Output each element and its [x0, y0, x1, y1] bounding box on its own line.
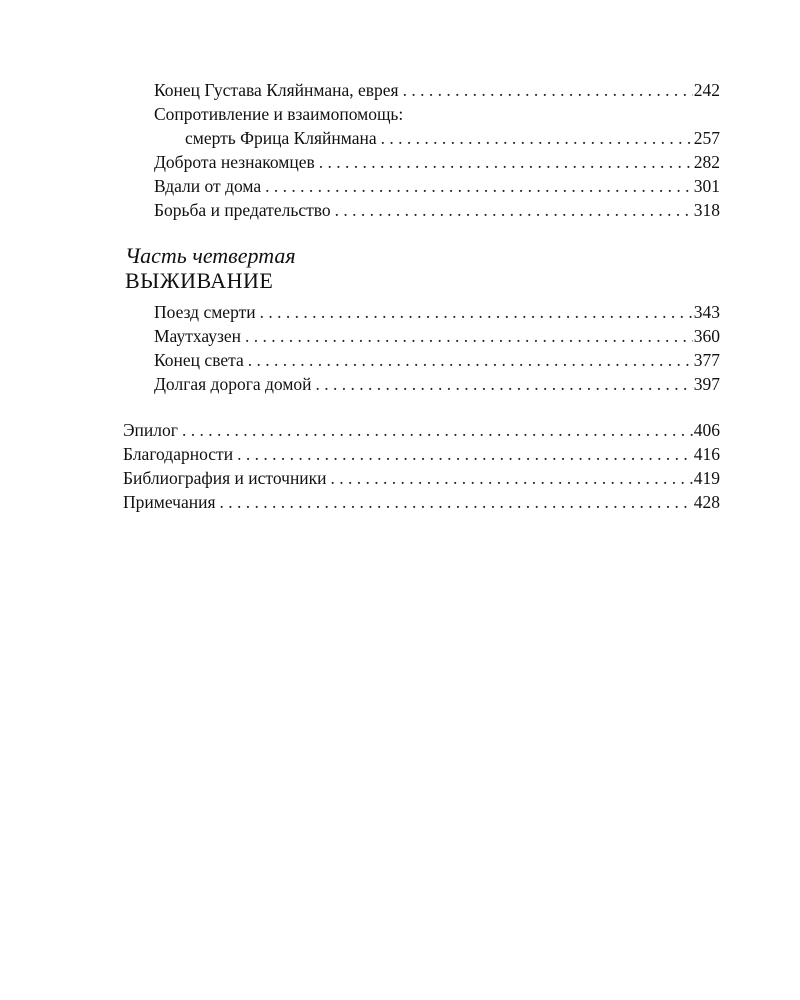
dot-leader [220, 490, 693, 514]
toc-entry-page: 397 [693, 374, 720, 394]
toc-entry-page: 343 [693, 302, 720, 322]
toc-entry-title: Конец Густава Кляйнмана, еврея [154, 80, 399, 100]
dot-leader [260, 300, 693, 324]
toc-entry-title-continued: смерть Фрица Кляйнмана [185, 128, 377, 148]
toc-entry [154, 348, 720, 372]
toc-entry [123, 466, 720, 490]
toc-entry-title: Борьба и предательство [154, 200, 331, 220]
toc-entry-title: Примечания [123, 492, 216, 512]
toc-entry [154, 324, 720, 348]
toc-entry-page: 242 [693, 80, 720, 100]
toc-entry-title: Маутхаузен [154, 326, 242, 346]
toc-entry-page: 257 [693, 128, 720, 148]
toc-entry-page: 360 [693, 326, 720, 346]
toc-entry-title: Библиография и источники [123, 468, 327, 488]
toc-entry [154, 78, 720, 102]
toc-entry-page: 282 [693, 152, 720, 172]
part-label: Часть четвертая [125, 243, 296, 268]
toc-entry [154, 300, 720, 324]
toc-entry-title: Вдали от дома [154, 176, 262, 196]
dot-leader [403, 78, 693, 102]
toc-entry [154, 174, 720, 198]
toc-entry [185, 126, 720, 150]
toc-entry-page: 301 [693, 176, 720, 196]
toc-entry [123, 442, 720, 466]
toc-entry-title: Долгая дорога домой [154, 374, 312, 394]
dot-leader [319, 150, 693, 174]
dot-leader [265, 174, 693, 198]
dot-leader [381, 126, 693, 150]
toc-entry-title: Эпилог [123, 420, 178, 440]
part-title: ВЫЖИВАНИЕ [125, 268, 274, 293]
toc-entry-page: 406 [693, 420, 720, 440]
toc-entry-page: 416 [693, 444, 720, 464]
toc-entry-title: Конец света [154, 350, 244, 370]
section-spacer [123, 396, 720, 418]
toc-entry [154, 372, 720, 396]
dot-leader [237, 442, 693, 466]
toc-entry [154, 150, 720, 174]
toc-entry-page: 419 [693, 468, 720, 488]
toc-entry-title: Сопротивление и взаимопомощь: [154, 104, 404, 124]
toc-entry-page: 377 [693, 350, 720, 370]
dot-leader [316, 372, 693, 396]
toc-entry-title: Благодарности [123, 444, 234, 464]
toc-entry [123, 490, 720, 514]
part-heading [123, 244, 720, 294]
toc-entry-title: Поезд смерти [154, 302, 256, 322]
dot-leader [248, 348, 693, 372]
dot-leader [245, 324, 693, 348]
toc-entry [154, 198, 720, 222]
toc-entry-page: 318 [693, 200, 720, 220]
dot-leader [335, 198, 693, 222]
toc-entry [123, 418, 720, 442]
dot-leader [182, 418, 693, 442]
table-of-contents [123, 78, 720, 514]
toc-entry-title: Доброта незнакомцев [154, 152, 315, 172]
dot-leader [331, 466, 693, 490]
toc-entry-page: 428 [693, 492, 720, 512]
